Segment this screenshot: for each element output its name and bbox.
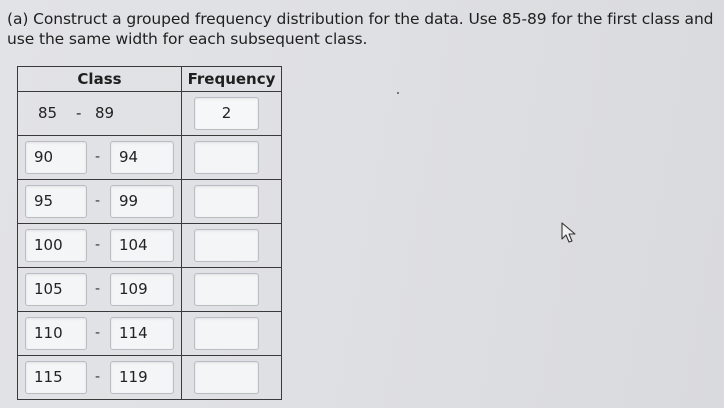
pointer-cursor-icon — [561, 222, 577, 244]
table-row — [18, 356, 282, 400]
class-separator: - — [95, 237, 101, 253]
class-lower-input[interactable]: 105 — [25, 273, 87, 306]
class-cell — [18, 268, 182, 312]
table-header-row — [18, 67, 282, 92]
class-cell — [18, 312, 182, 356]
frequency-cell — [182, 180, 282, 224]
screen-speck — [397, 92, 399, 94]
class-lower-input[interactable]: 100 — [25, 229, 87, 262]
frequency-input[interactable] — [194, 317, 259, 350]
class-cell — [18, 224, 182, 268]
class-separator: - — [95, 281, 101, 297]
class-cell — [18, 356, 182, 400]
class-upper-input[interactable]: 104 — [110, 229, 174, 262]
frequency-column-header: Frequency — [182, 67, 282, 92]
class-upper-limit: 89 — [95, 104, 115, 122]
class-upper-input[interactable]: 99 — [110, 185, 174, 218]
class-separator: - — [95, 325, 101, 341]
class-cell — [18, 180, 182, 224]
class-lower-limit: 85 — [38, 104, 58, 122]
class-lower-input[interactable]: 90 — [25, 141, 87, 174]
table-row — [18, 92, 282, 136]
class-lower-input[interactable]: 95 — [25, 185, 87, 218]
frequency-cell — [182, 92, 282, 136]
class-upper-input[interactable]: 109 — [110, 273, 174, 306]
class-separator: - — [95, 369, 101, 385]
class-upper-input[interactable]: 119 — [110, 361, 174, 394]
class-separator: - — [95, 149, 101, 165]
table-row — [18, 312, 282, 356]
table-row — [18, 268, 282, 312]
class-cell — [18, 92, 182, 136]
frequency-cell — [182, 312, 282, 356]
class-cell — [18, 136, 182, 180]
class-lower-input[interactable]: 110 — [25, 317, 87, 350]
class-separator: - — [95, 193, 101, 209]
frequency-cell — [182, 356, 282, 400]
frequency-cell — [182, 268, 282, 312]
class-separator: - — [76, 104, 82, 122]
frequency-input[interactable] — [194, 229, 259, 262]
frequency-distribution-table — [17, 66, 282, 400]
class-column-header: Class — [18, 67, 182, 92]
frequency-cell — [182, 224, 282, 268]
table-row — [18, 136, 282, 180]
table-row — [18, 180, 282, 224]
table-row — [18, 224, 282, 268]
frequency-input[interactable] — [194, 273, 259, 306]
frequency-input[interactable] — [194, 361, 259, 394]
frequency-input[interactable] — [194, 185, 259, 218]
frequency-cell — [182, 136, 282, 180]
frequency-input[interactable]: 2 — [194, 97, 259, 130]
class-upper-input[interactable]: 114 — [110, 317, 174, 350]
class-lower-input[interactable]: 115 — [25, 361, 87, 394]
question-prompt: (a) Construct a grouped frequency distribution for the data. Use 85-89 for the first class and use the same width for each subsequent class. — [7, 10, 714, 48]
frequency-input[interactable] — [194, 141, 259, 174]
class-upper-input[interactable]: 94 — [110, 141, 174, 174]
